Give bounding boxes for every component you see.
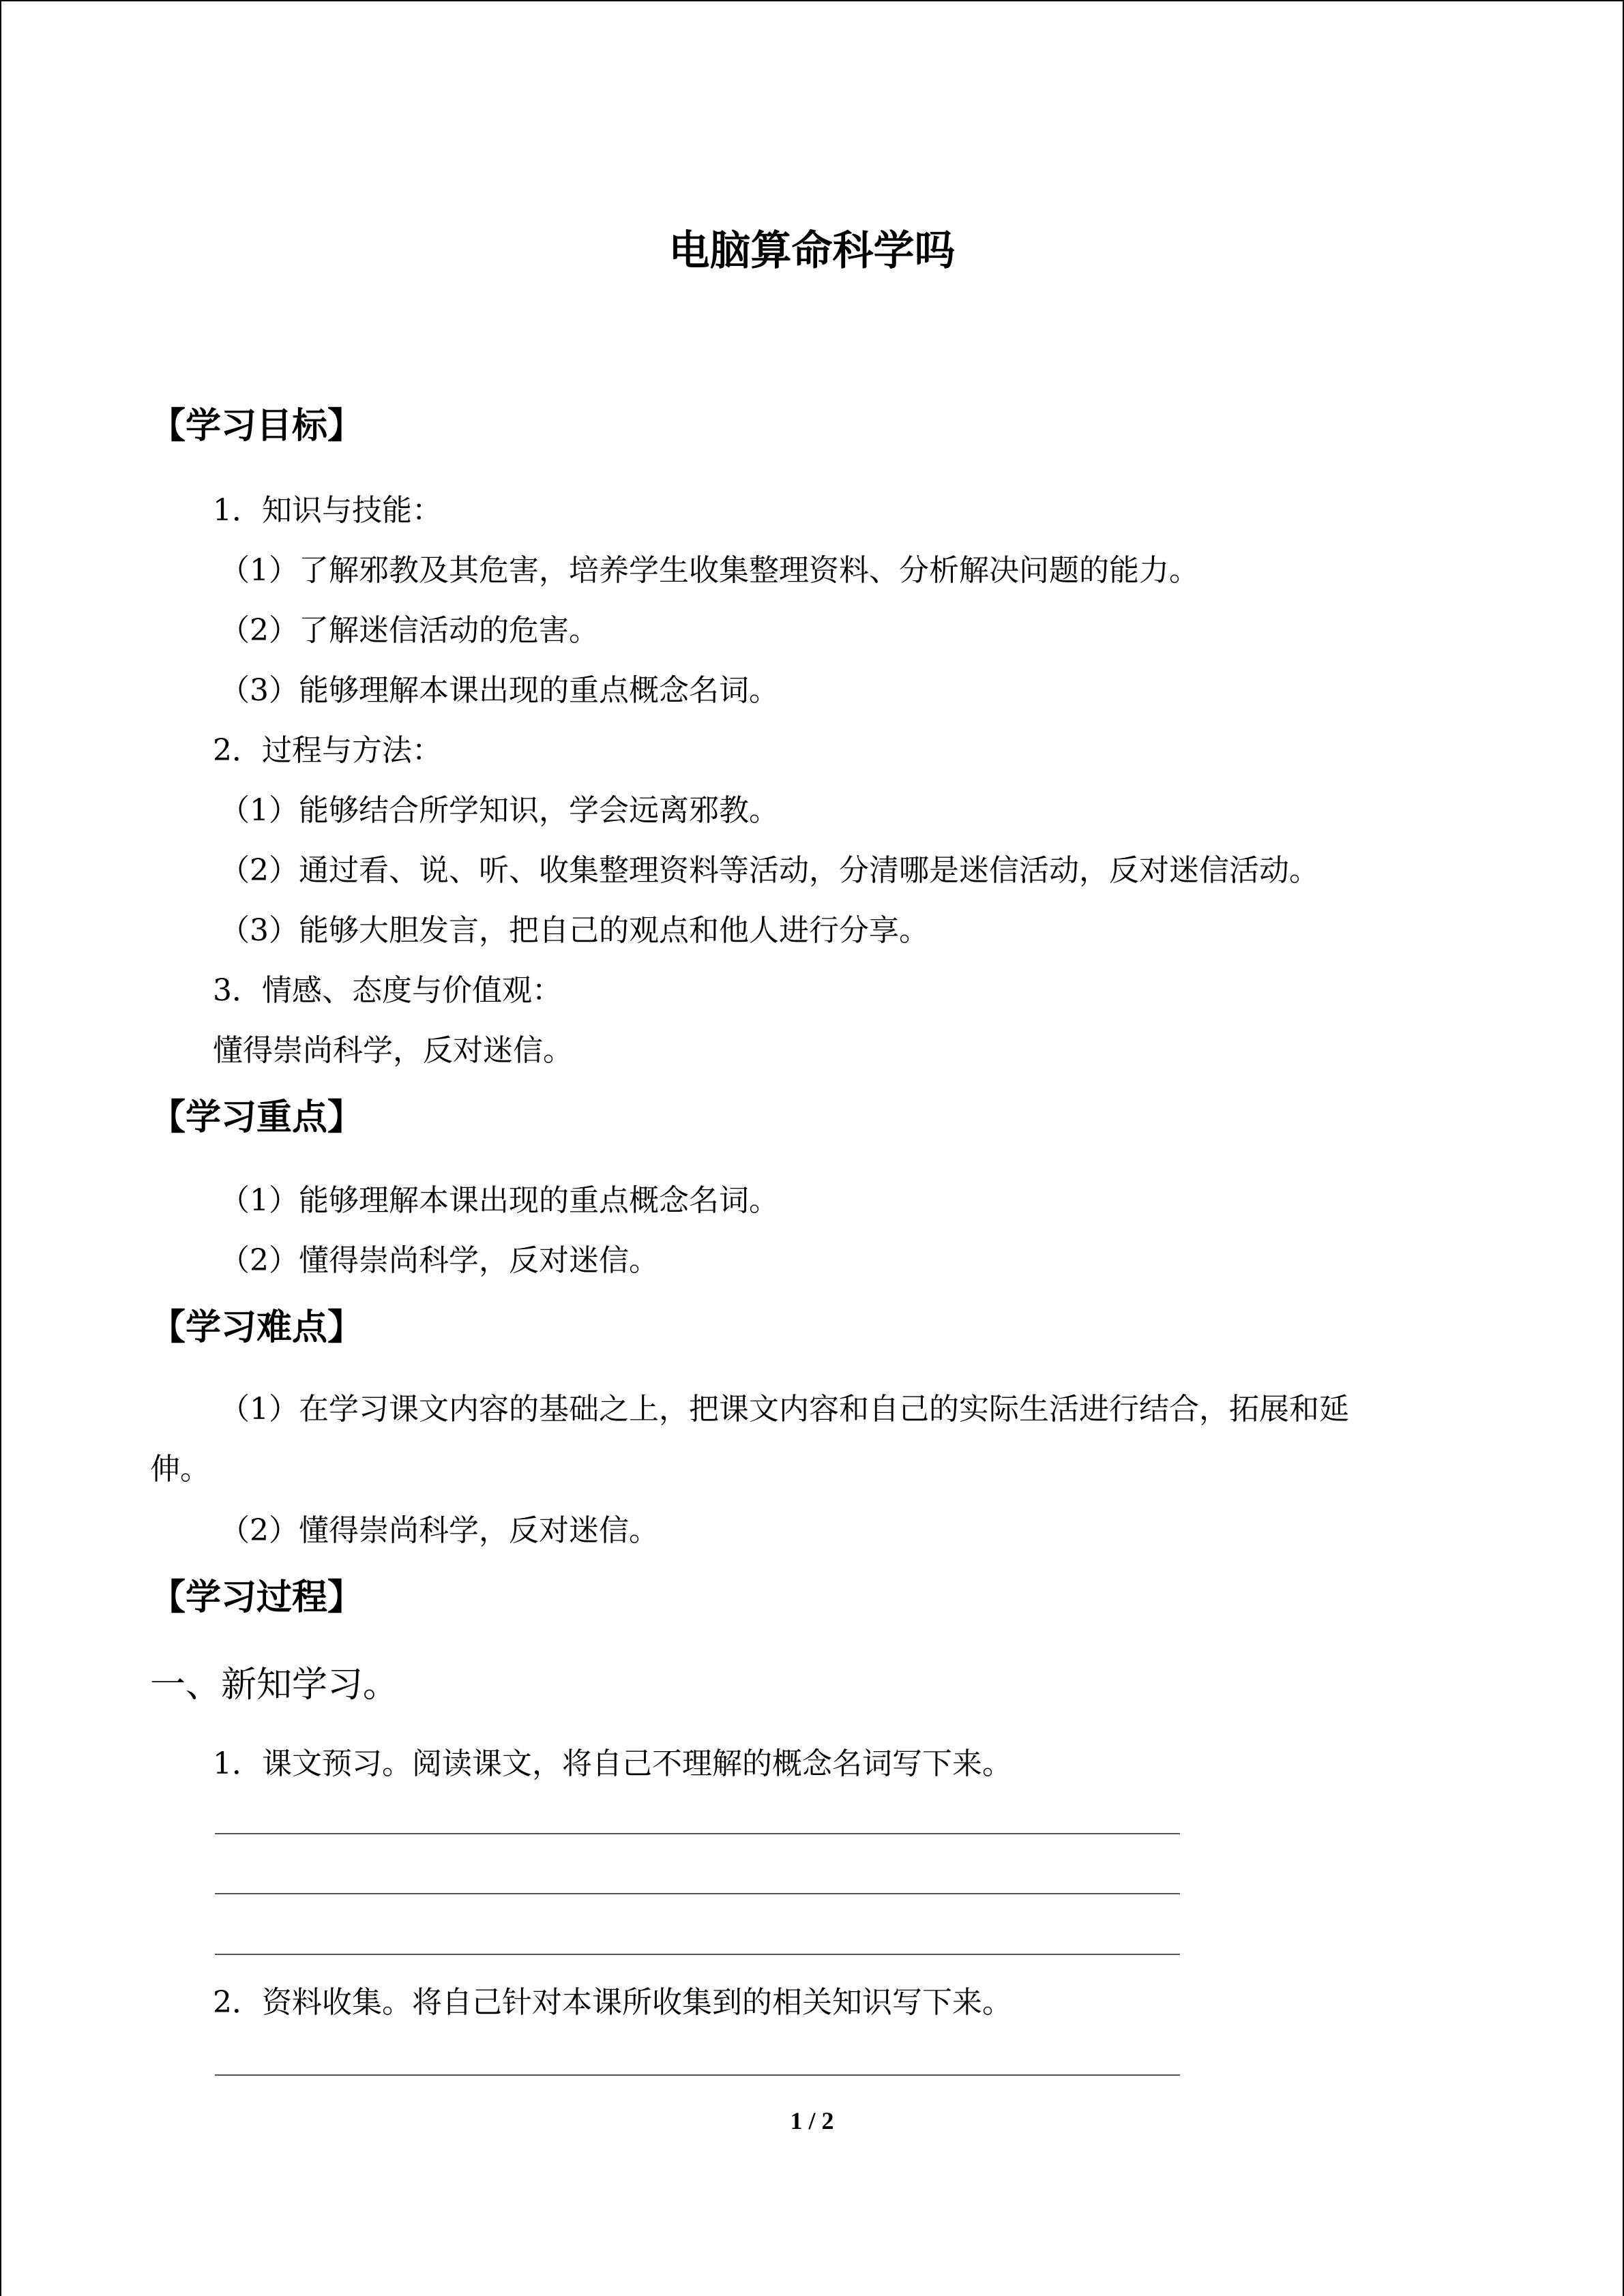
difficult-item-continued: 伸。 [150, 1452, 210, 1487]
section-heading-difficult: 【学习难点】 [150, 1307, 364, 1348]
goals-heading-3: 3．情感、态度与价值观： [213, 973, 562, 1008]
answer-line[interactable] [215, 1893, 1180, 1894]
goals-heading-2: 2．过程与方法： [213, 733, 442, 768]
section-heading-key: 【学习重点】 [150, 1097, 364, 1138]
goals-heading-1: 1．知识与技能： [213, 493, 442, 528]
section-heading-process: 【学习过程】 [150, 1577, 364, 1618]
answer-line[interactable] [215, 1954, 1180, 1955]
difficult-item: （1）在学习课文内容的基础之上，把课文内容和自己的实际生活进行结合，拓展和延 [220, 1392, 1349, 1427]
goals-item: （2）了解迷信活动的危害。 [220, 613, 599, 648]
goals-item: （1）了解邪教及其危害，培养学生收集整理资料、分析解决问题的能力。 [220, 553, 1199, 588]
goals-item: （3）能够理解本课出现的重点概念名词。 [220, 673, 779, 708]
goals-item: （2）通过看、说、听、收集整理资料等活动，分清哪是迷信活动，反对迷信活动。 [220, 853, 1319, 888]
page-number: 1 / 2 [790, 2107, 834, 2134]
section-heading-goals: 【学习目标】 [150, 406, 364, 447]
page-title: 电脑算命科学吗 [668, 227, 956, 275]
goals-item: （1）能够结合所学知识，学会远离邪教。 [220, 793, 779, 828]
goals-item: （3）能够大胆发言，把自己的观点和他人进行分享。 [220, 913, 929, 948]
process-part-heading: 一、新知学习。 [150, 1665, 399, 1705]
process-question: 1．课文预习。阅读课文，将自己不理解的概念名词写下来。 [213, 1746, 1012, 1781]
goals-item: 懂得崇尚科学，反对迷信。 [213, 1033, 573, 1068]
difficult-item: （2）懂得崇尚科学，反对迷信。 [220, 1513, 659, 1548]
process-question: 2．资料收集。将自己针对本课所收集到的相关知识写下来。 [213, 1985, 1012, 2020]
key-item: （1）能够理解本课出现的重点概念名词。 [220, 1183, 779, 1218]
answer-line[interactable] [215, 2074, 1180, 2076]
key-item: （2）懂得崇尚科学，反对迷信。 [220, 1243, 659, 1278]
answer-line[interactable] [215, 1833, 1180, 1834]
